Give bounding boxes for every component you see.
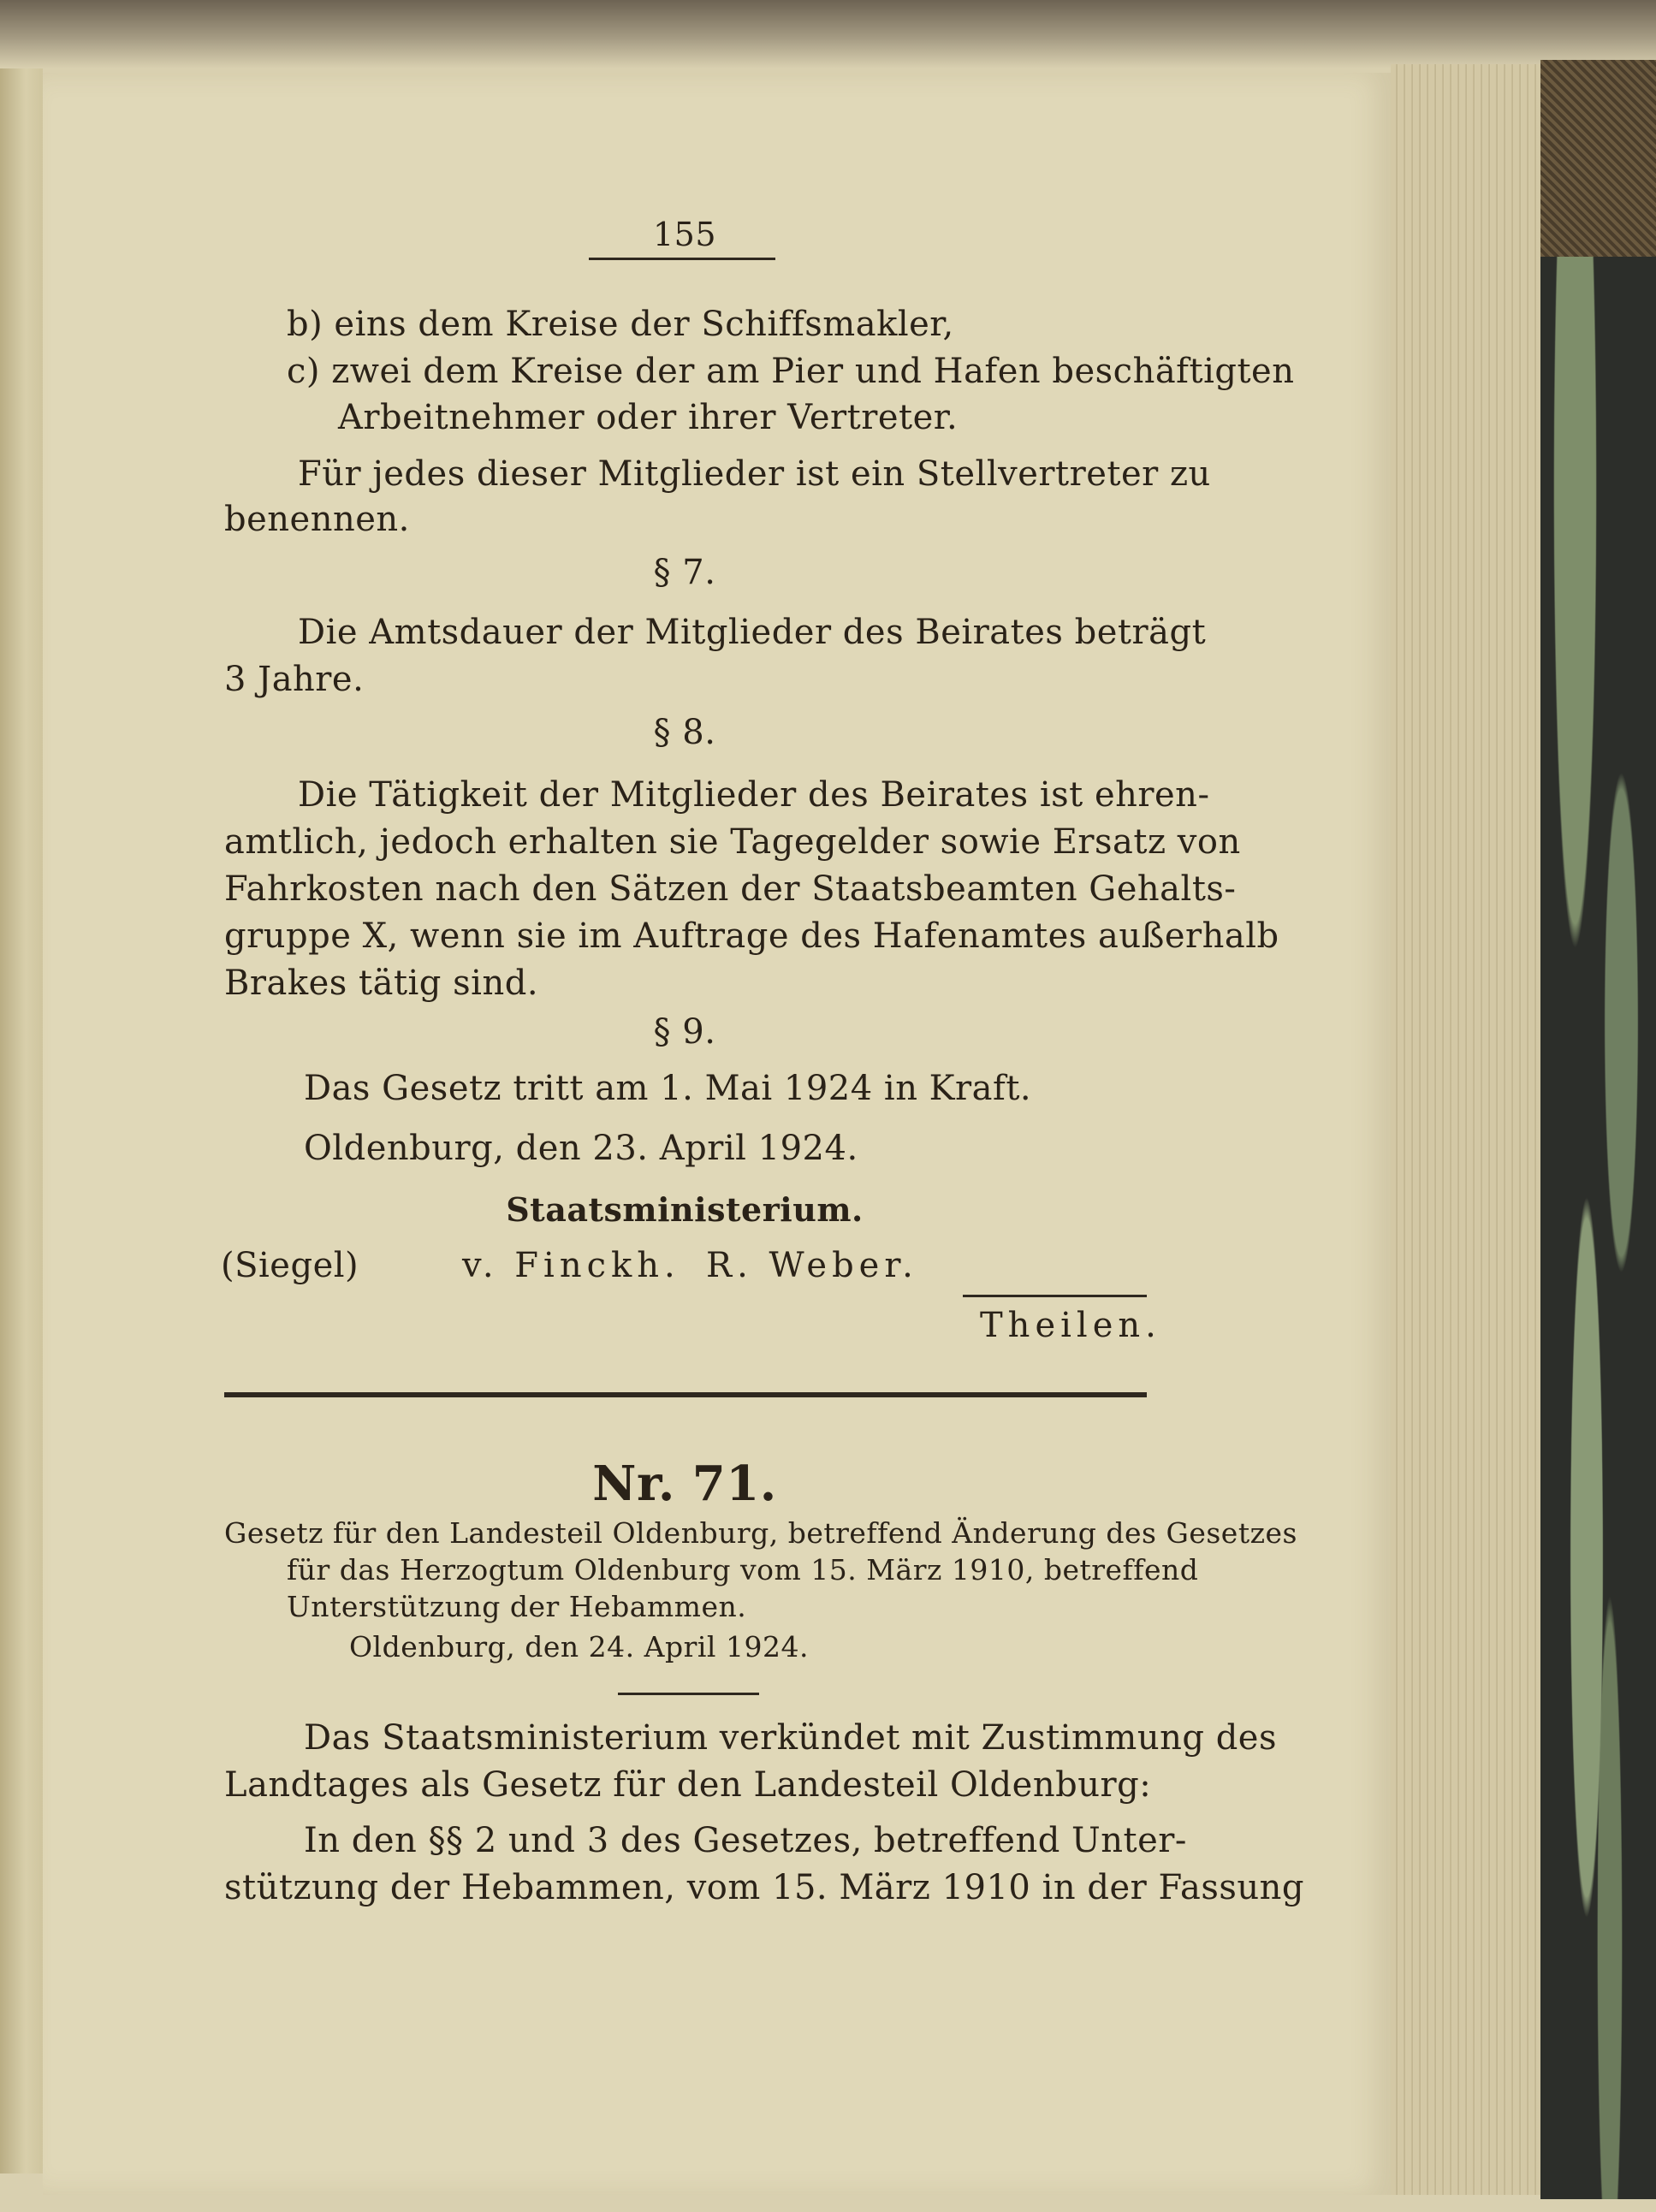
cover-spine-cloth — [1540, 60, 1656, 257]
preamble-line: Landtages als Gesetz für den Landesteil Oldenburg: — [224, 1765, 1152, 1805]
page-number: 155 — [652, 216, 717, 253]
section-heading-7: § 7. — [653, 553, 716, 592]
place-date: Oldenburg, den 23. April 1924. — [304, 1129, 858, 1168]
para-line: Für jedes dieser Mitglieder ist ein Stellvertreter zu — [298, 454, 1211, 494]
para-line: Die Tätigkeit der Mitglieder des Beirates ist ehren- — [298, 775, 1210, 815]
body-line: stützung der Hebammen, vom 15. März 1910 in der Fassung — [224, 1868, 1305, 1907]
para-line: 3 Jahre. — [224, 660, 365, 699]
page-number-rule — [589, 258, 775, 260]
law-title-line: Unterstützung der Hebammen. — [287, 1590, 747, 1623]
item-c-cont: Arbeitnehmer oder ihrer Vertreter. — [338, 398, 959, 437]
body-line: In den §§ 2 und 3 des Gesetzes, betreffend Unter- — [304, 1821, 1187, 1860]
page-stack-edge — [1391, 64, 1540, 2195]
marbled-cover — [1540, 60, 1656, 2199]
signature-rule — [963, 1295, 1147, 1297]
law-date-rule — [618, 1693, 759, 1695]
section-heading-9: § 9. — [653, 1012, 716, 1052]
section-separator — [224, 1392, 1147, 1397]
signer-theilen: Theilen. — [980, 1306, 1161, 1345]
authority: Staatsministerium. — [506, 1190, 864, 1229]
para-line: benennen. — [224, 500, 410, 539]
law-number: Nr. 71. — [592, 1456, 777, 1512]
para-line: Brakes tätig sind. — [224, 964, 539, 1003]
para-line: Das Gesetz tritt am 1. Mai 1924 in Kraft. — [304, 1069, 1032, 1108]
preamble-line: Das Staatsministerium verkündet mit Zustimmung des — [304, 1718, 1277, 1758]
para-line: Die Amtsdauer der Mitglieder des Beirates beträgt — [298, 613, 1207, 652]
section-heading-8: § 8. — [653, 713, 716, 752]
item-c: c) zwei dem Kreise der am Pier und Hafen beschäftigten — [287, 352, 1295, 391]
signer-weber: R. Weber. — [706, 1246, 918, 1285]
book-top-shadow — [0, 0, 1656, 68]
law-title-line: für das Herzogtum Oldenburg vom 15. März 1910, betreffend — [287, 1553, 1199, 1586]
law-title-line: Gesetz für den Landesteil Oldenburg, betreffend Änderung des Gesetzes — [224, 1516, 1297, 1550]
para-line: amtlich, jedoch erhalten sie Tagegelder sowie Ersatz von — [224, 822, 1241, 862]
seal: (Siegel) — [221, 1246, 359, 1285]
item-b: b) eins dem Kreise der Schiffsmakler, — [287, 305, 954, 344]
left-page-edge — [0, 68, 43, 2173]
para-line: gruppe X, wenn sie im Auftrage des Hafenamtes außerhalb — [224, 916, 1279, 956]
signer-finckh: v. Finckh. — [462, 1246, 680, 1285]
law-date: Oldenburg, den 24. April 1924. — [349, 1630, 809, 1663]
para-line: Fahrkosten nach den Sätzen der Staatsbeamten Gehalts- — [224, 869, 1237, 909]
